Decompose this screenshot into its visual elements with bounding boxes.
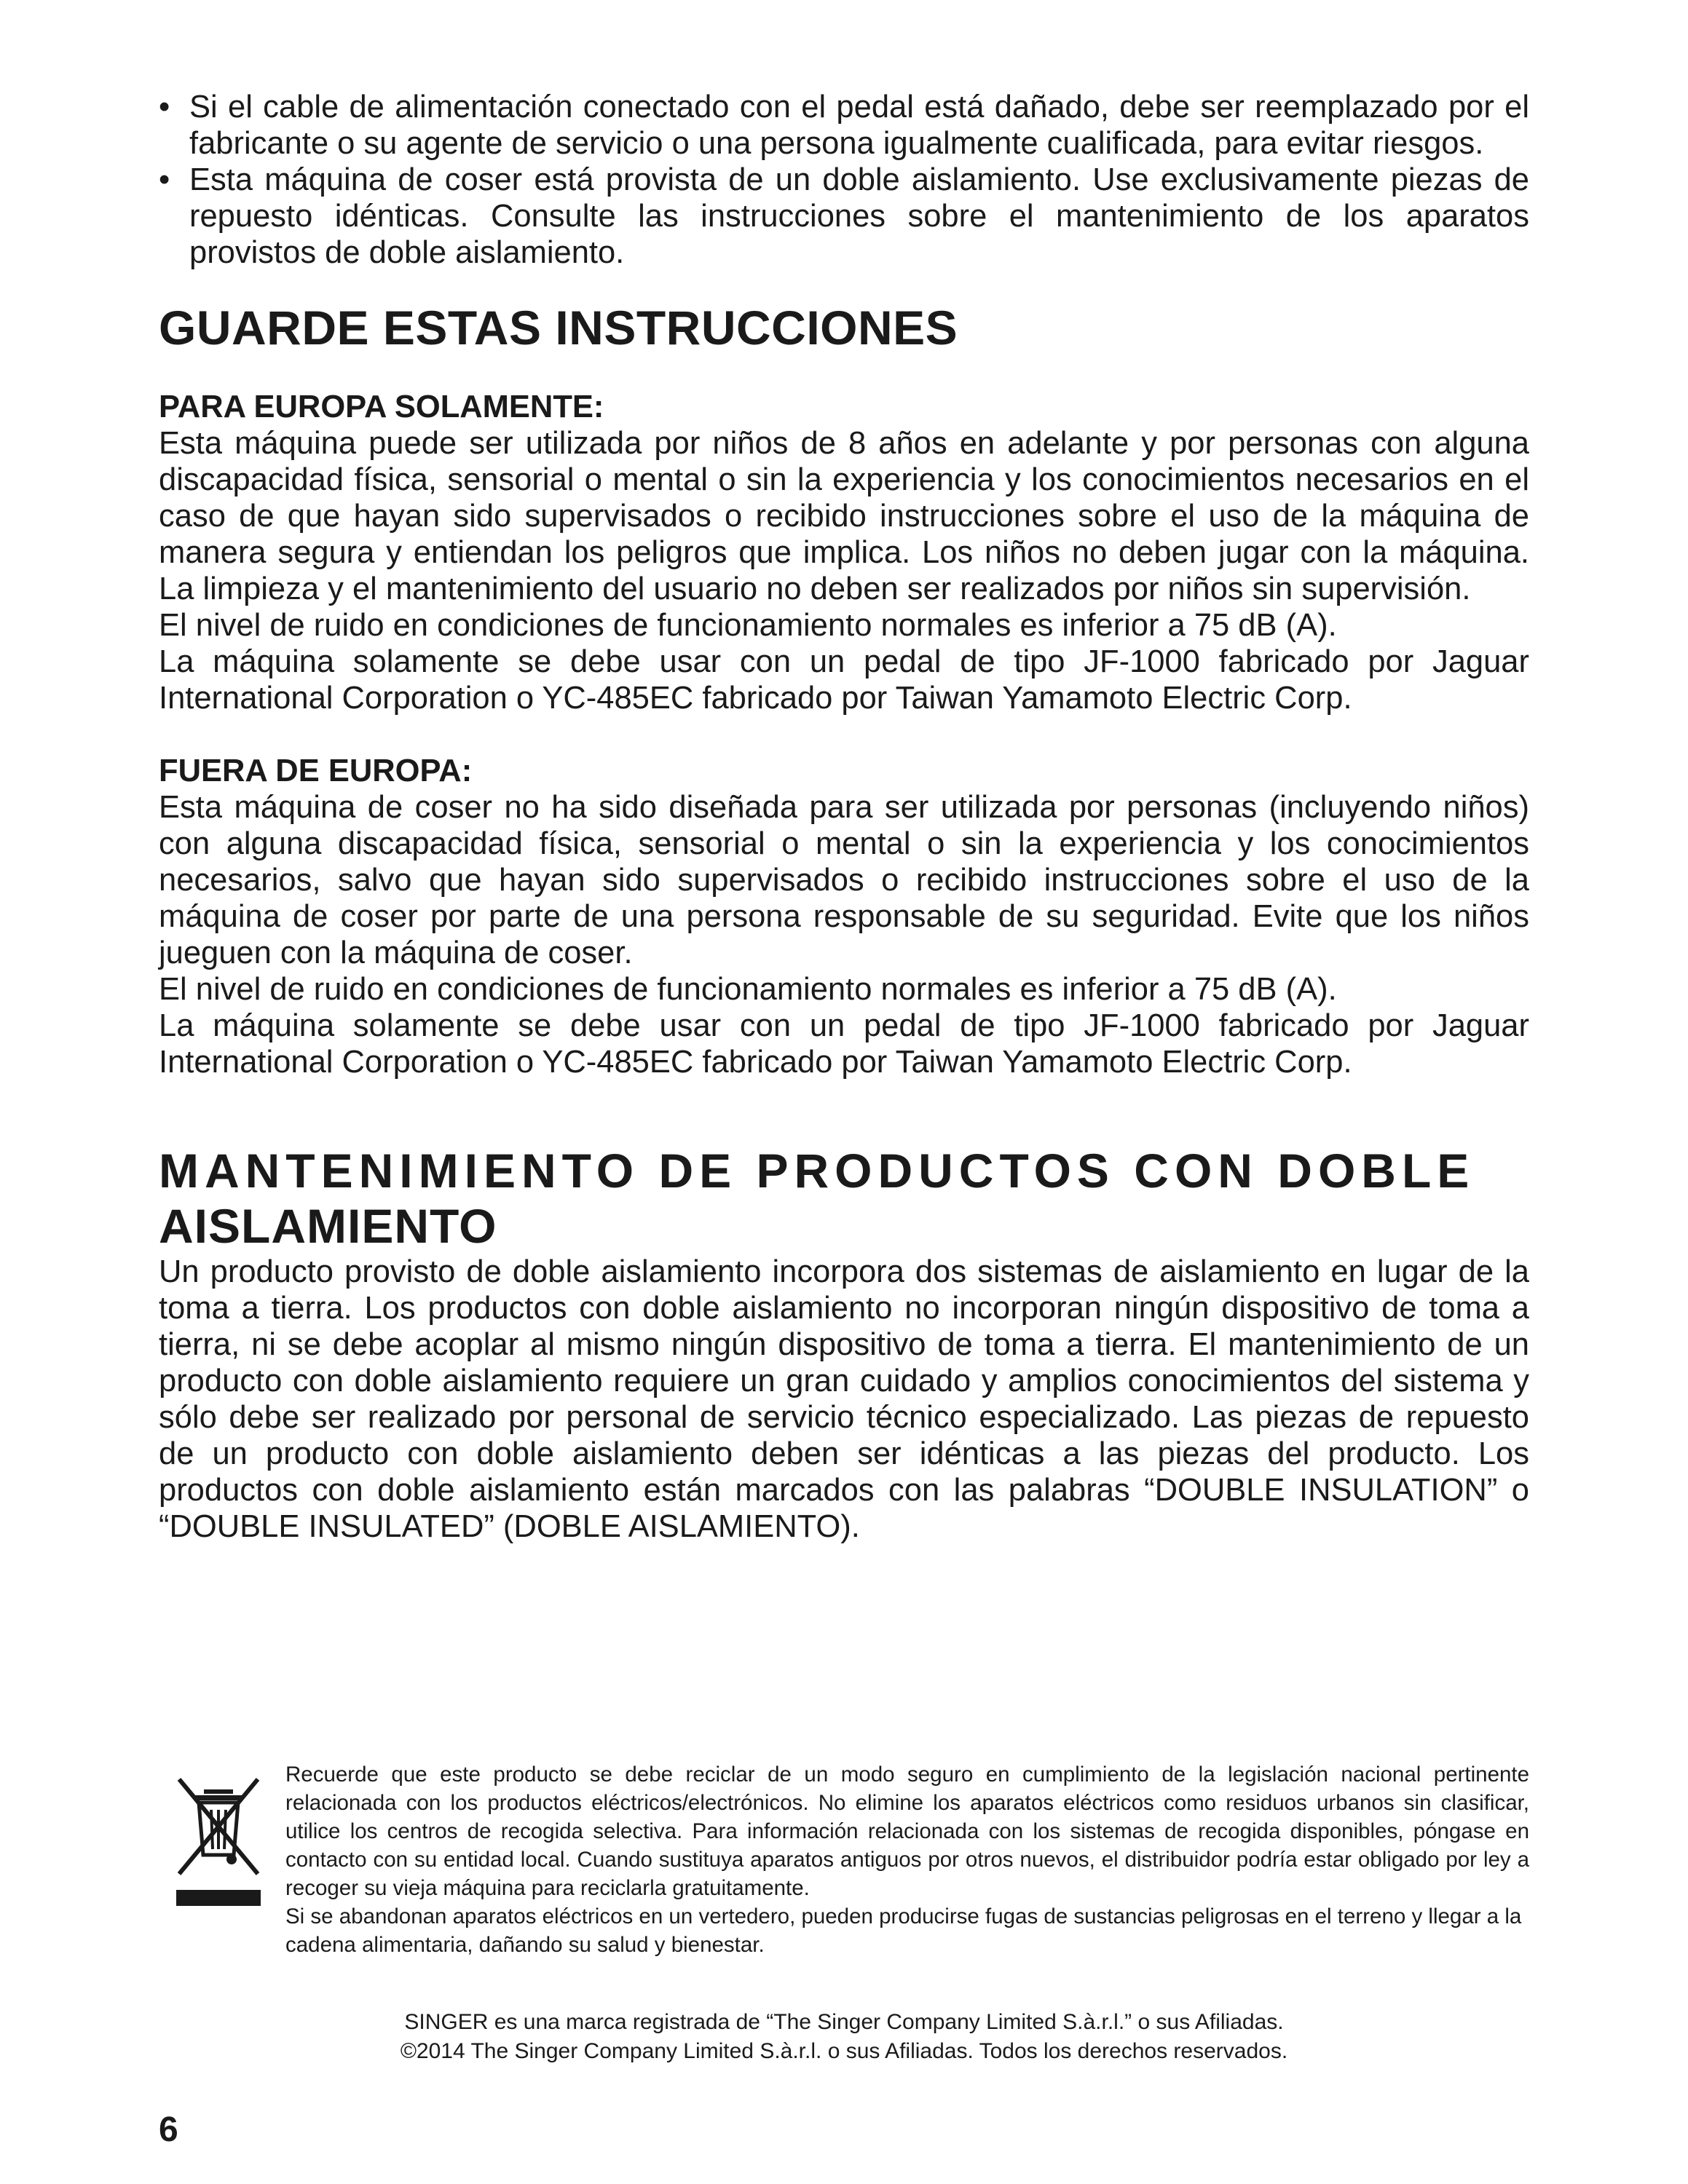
recycling-notice <box>159 1760 1529 1979</box>
page-number: 6 <box>159 2110 178 2149</box>
bullet-text: Esta máquina de coser está provista de un doble aislamiento. Use exclusivamente piezas de repuesto idénticas. Consulte las instrucciones sobre el mantenimiento de los aparatos provistos de doble aislamiento. <box>189 162 1529 270</box>
safety-bullet-item <box>159 162 1529 271</box>
europa-pedal: La máquina solamente se debe usar con un pedal de tipo JF-1000 fabricado por Jaguar International Corporation o YC-485EC fabricado por Taiwan Yamamoto Electric Corp. <box>159 644 1529 716</box>
europa-noise: El nivel de ruido en condiciones de funcionamiento normales es inferior a 75 dB (A). <box>159 608 1337 643</box>
mantenimiento-heading-line2: AISLAMIENTO <box>159 1199 497 1253</box>
europa-heading: PARA EUROPA SOLAMENTE: <box>159 389 604 424</box>
fuera-section <box>159 753 1529 1080</box>
europa-paragraph: Esta máquina puede ser utilizada por niños de 8 años en adelante y por personas con alguna discapacidad física, sensorial o mental o sin la experiencia y los conocimientos necesarios en el caso de que hayan sido supervisados o recibido instrucciones sobre el uso de la máquina de manera segura y entiendan los peligros que implica. Los niños no deben jugar con la máquina. La limpieza y el mantenimiento del usuario no deben ser realizados por niños sin supervisión. <box>159 426 1529 606</box>
footer <box>159 2008 1529 2066</box>
crossed-out-wheelie-bin-icon <box>175 1773 262 1912</box>
fuera-noise: El nivel de ruido en condiciones de funcionamiento normales es inferior a 75 dB (A). <box>159 972 1337 1007</box>
safety-bullet-item <box>159 89 1529 162</box>
footer-copyright: ©2014 The Singer Company Limited S.à.r.l. o sus Afiliadas. Todos los derechos reservados. <box>400 2039 1288 2063</box>
mantenimiento-section <box>159 1143 1529 1545</box>
fuera-pedal: La máquina solamente se debe usar con un pedal de tipo JF-1000 fabricado por Jaguar International Corporation o YC-485EC fabricado por Taiwan Yamamoto Electric Corp. <box>159 1008 1529 1080</box>
fuera-paragraph: Esta máquina de coser no ha sido diseñada para ser utilizada por personas (incluyendo niños) con alguna discapacidad física, sensorial o mental o sin la experiencia y los conocimientos necesarios, salvo que hayan sido supervisados o recibido instrucciones sobre el uso de la máquina de coser por parte de una persona responsable de su seguridad. Evite que los niños jueguen con la máquina de coser. <box>159 790 1529 970</box>
mantenimiento-heading <box>159 1143 1529 1254</box>
safety-bullet-list <box>159 89 1529 271</box>
fuera-heading: FUERA DE EUROPA: <box>159 753 473 788</box>
recycling-warning: Si se abandonan aparatos eléctricos en un vertedero, pueden producirse fugas de sustancias peligrosas en el terreno y llegar a la cadena alimentaria, dañando su salud y bienestar. <box>285 1904 1522 1957</box>
bullet-symbol: • <box>159 162 170 197</box>
recycling-paragraph: Recuerde que este producto se debe reciclar de un modo seguro en cumplimiento de la legislación nacional pertinente relacionada con los productos eléctricos/electrónicos. No elimine los aparatos eléctricos como residuos urbanos sin clasificar, utilice los centros de recogida selectiva. Para información relacionada con los sistemas de recogida disponibles, póngase en contacto con su entidad local. Cuando sustituya aparatos antiguos por otros nuevos, el distribuidor podría estar obligado por ley a recoger su vieja máquina para reciclarla gratuitamente. <box>285 1762 1529 1900</box>
recycling-text <box>285 1760 1529 1959</box>
guarde-heading: GUARDE ESTAS INSTRUCCIONES <box>159 301 958 355</box>
bullet-text: Si el cable de alimentación conectado con el pedal está dañado, debe ser reemplazado por el fabricante o su agente de servicio o una persona igualmente cualificada, para evitar riesgos. <box>189 90 1529 161</box>
footer-trademark: SINGER es una marca registrada de “The Singer Company Limited S.à.r.l.” o sus Afiliadas. <box>404 2010 1284 2034</box>
mantenimiento-paragraph: Un producto provisto de doble aislamiento incorpora dos sistemas de aislamiento en lugar de la toma a tierra. Los productos con doble aislamiento no incorporan ningún dispositivo de toma a tierra, ni se debe acoplar al mismo ningún dispositivo de toma a tierra. El mantenimiento de un producto con doble aislamiento requiere un gran cuidado y amplios conocimientos del sistema y sólo debe ser realizado por personal de servicio técnico especializado. Las piezas de repuesto de un producto con doble aislamiento deben ser idénticas a las piezas del producto. Los productos con doble aislamiento están marcados con las palabras “DOUBLE INSULATION” o “DOUBLE INSULATED” (DOBLE AISLAMIENTO). <box>159 1254 1529 1544</box>
bullet-symbol: • <box>159 90 170 124</box>
mantenimiento-heading-line1: MANTENIMIENTO DE PRODUCTOS CON DOBLE <box>159 1144 1475 1198</box>
page-content <box>159 89 1529 1545</box>
europa-section <box>159 389 1529 716</box>
